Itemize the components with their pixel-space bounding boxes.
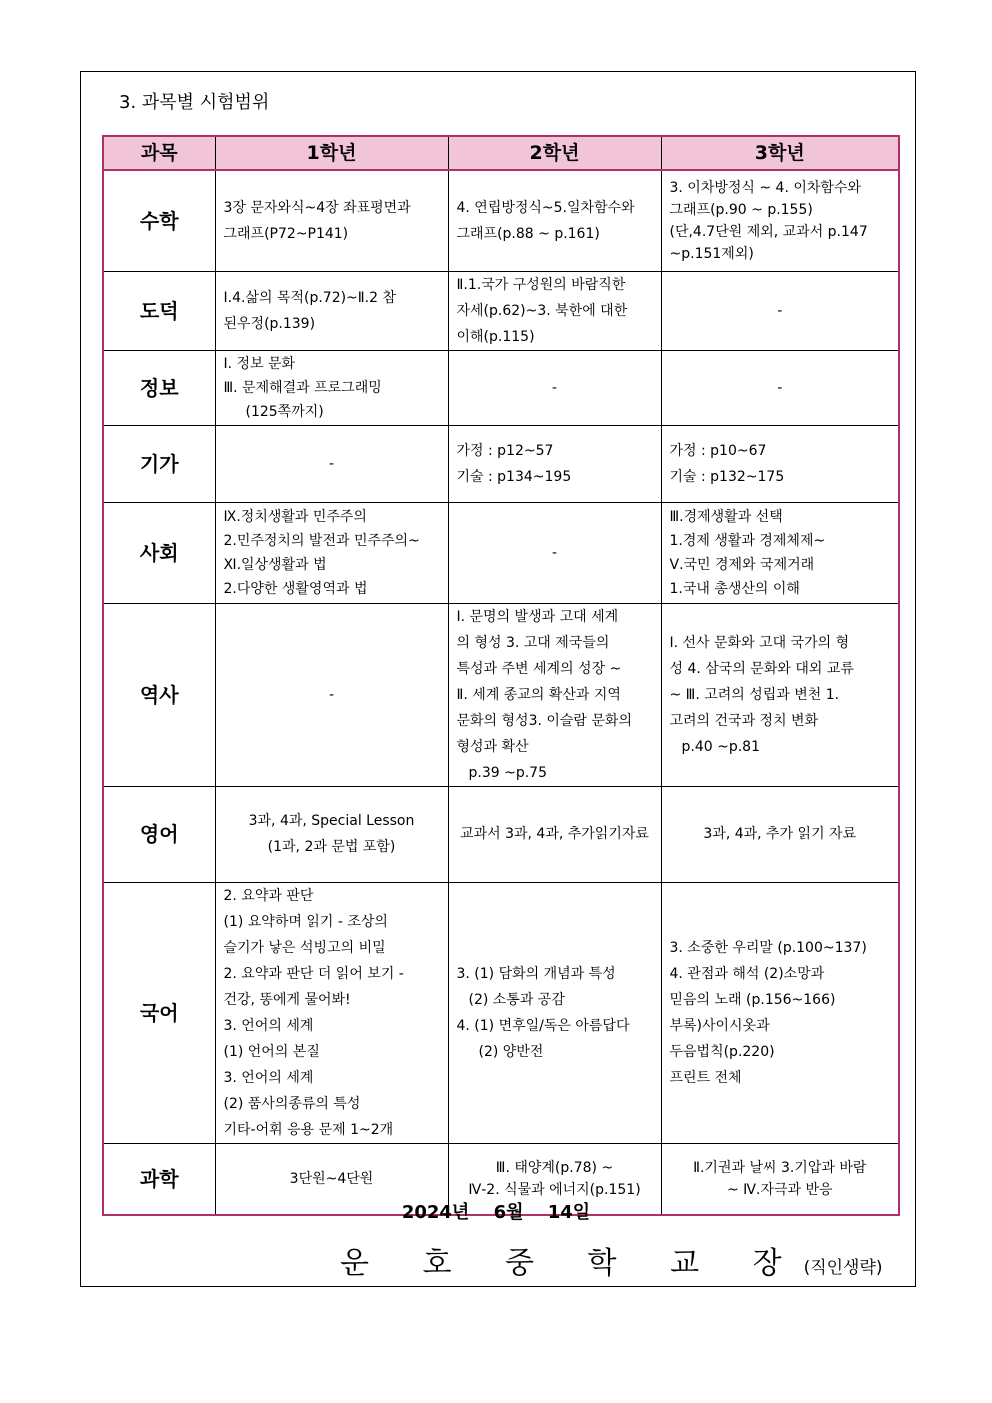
social-grade-1: Ⅸ.정치생활과 민주주의 2.민주정치의 발전과 민주주의~ Ⅺ.일상생활과 법 2.다양한 생활영역과 법 [215, 502, 448, 603]
ethics-grade-1: Ⅰ.4.삶의 목적(p.72)~Ⅱ.2 참 된우정(p.139) [215, 271, 448, 350]
principal-signature [340, 1238, 883, 1282]
math-grade-1: 3장 문자와식~4장 좌표평면과 그래프(P72~P141) [215, 170, 448, 271]
issue-date: 2024년 6월 14일 [401, 1202, 591, 1223]
header-row [103, 136, 899, 170]
subject-korean: 국어 [103, 882, 215, 1143]
ethics-grade-2: Ⅱ.1.국가 구성원의 바람직한 자세(p.62)~3. 북한에 대한 이해(p.115) [448, 271, 661, 350]
tech-grade-2: 가정 : p12~57 기술 : p134~195 [448, 425, 661, 502]
korean-grade-1: 2. 요약과 판단 (1) 요약하며 읽기 - 조상의 슬기가 낳은 석빙고의 비밀 2. 요약과 판단 더 읽어 보기 - 건강, 똥에게 물어봐! 3. 언어의 세계 (1) 언어의 본질 3. 언어의 세계 (2) 품사의종류의 특성 기타-어휘 응용 문제 1~2개 [215, 882, 448, 1143]
english-grade-1: 3과, 4과, Special Lesson (1과, 2과 문법 포함) [215, 786, 448, 882]
history-grade-3: Ⅰ. 선사 문화와 고대 국가의 형 성 4. 삼국의 문화와 대외 교류 ~ Ⅲ. 고려의 성립과 변천 1. 고려의 건국과 정치 변화 p.40 ~p.81 [661, 603, 899, 786]
subject-math: 수학 [103, 170, 215, 271]
row-tech [103, 425, 899, 502]
subject-ethics: 도덕 [103, 271, 215, 350]
science-grade-3: Ⅱ.기권과 날씨 3.기압과 바람 ~ Ⅳ.자극과 반응 [661, 1143, 899, 1215]
subject-info: 정보 [103, 350, 215, 425]
science-grade-2: Ⅲ. 태양계(p.78) ~ Ⅳ-2. 식물과 에너지(p.151) [448, 1143, 661, 1215]
row-english [103, 786, 899, 882]
math-grade-2: 4. 연립방정식~5.일차함수와 그래프(p.88 ~ p.161) [448, 170, 661, 271]
seal-note: (직인생략) [803, 1258, 883, 1278]
section-title: 3. 과목별 시험범위 [119, 92, 270, 113]
header-grade-2: 2학년 [448, 136, 661, 170]
info-grade-3: - [661, 350, 899, 425]
social-grade-2: - [448, 502, 661, 603]
english-grade-2: 교과서 3과, 4과, 추가읽기자료 [448, 786, 661, 882]
history-grade-1: - [215, 603, 448, 786]
korean-grade-3: 3. 소중한 우리말 (p.100~137) 4. 관점과 해석 (2)소망과 믿음의 노래 (p.156~166) 부록)사이시옷과 두음법칙(p.220) 프린트 전체 [661, 882, 899, 1143]
tech-grade-1: - [215, 425, 448, 502]
social-grade-3: Ⅲ.경제생활과 선택 1.경제 생활과 경제체제~ Ⅴ.국민 경제와 국제거래 1.국내 총생산의 이해 [661, 502, 899, 603]
exam-range-table [102, 135, 900, 1216]
row-history [103, 603, 899, 786]
signer-name: 운 호 중 학 교 장 [340, 1246, 804, 1281]
tech-grade-3: 가정 : p10~67 기술 : p132~175 [661, 425, 899, 502]
science-grade-1: 3단원~4단원 [215, 1143, 448, 1215]
header-subject: 과목 [103, 136, 215, 170]
subject-social: 사회 [103, 502, 215, 603]
header-grade-1: 1학년 [215, 136, 448, 170]
row-korean [103, 882, 899, 1143]
subject-history: 역사 [103, 603, 215, 786]
row-math [103, 170, 899, 271]
row-info [103, 350, 899, 425]
korean-grade-2: 3. (1) 담화의 개념과 특성 (2) 소통과 공감 4. (1) 면후일/독은 아름답다 (2) 양반전 [448, 882, 661, 1143]
history-grade-2: Ⅰ. 문명의 발생과 고대 세계 의 형성 3. 고대 제국들의 특성과 주변 세계의 성장 ~ Ⅱ. 세계 종교의 확산과 지역 문화의 형성3. 이슬람 문화의 형성과 확산 p.39 ~p.75 [448, 603, 661, 786]
subject-english: 영어 [103, 786, 215, 882]
row-ethics [103, 271, 899, 350]
ethics-grade-3: - [661, 271, 899, 350]
subject-science: 과학 [103, 1143, 215, 1215]
info-grade-1: Ⅰ. 정보 문화 Ⅲ. 문제해결과 프로그래밍 (125쪽까지) [215, 350, 448, 425]
math-grade-3: 3. 이차방정식 ~ 4. 이차함수와 그래프(p.90 ~ p.155) (단,4.7단원 제외, 교과서 p.147 ~p.151제외) [661, 170, 899, 271]
header-grade-3: 3학년 [661, 136, 899, 170]
row-social [103, 502, 899, 603]
subject-tech: 기가 [103, 425, 215, 502]
english-grade-3: 3과, 4과, 추가 읽기 자료 [661, 786, 899, 882]
info-grade-2: - [448, 350, 661, 425]
